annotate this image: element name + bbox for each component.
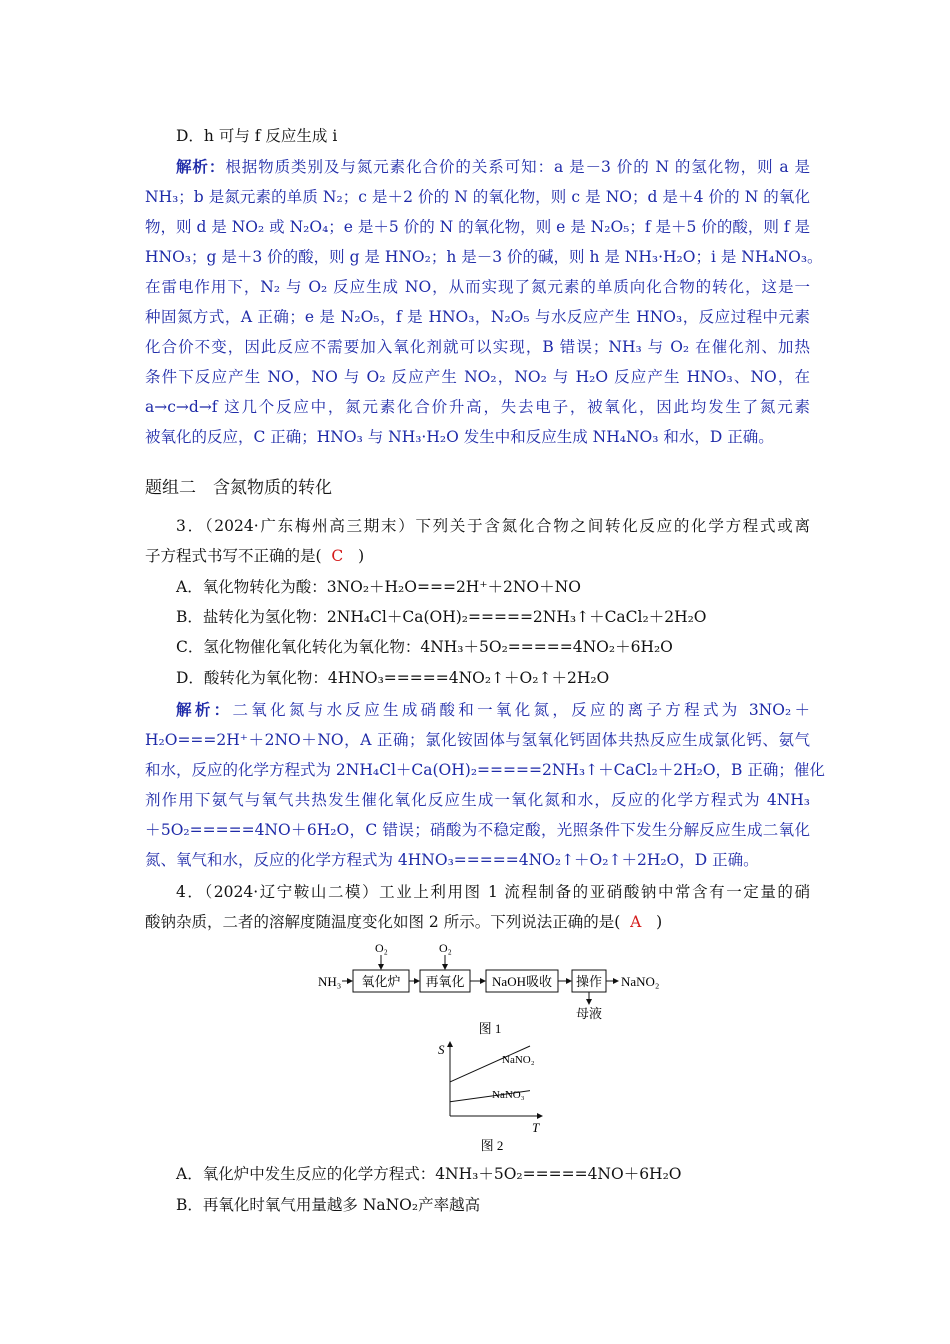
explanation-line: 条件下反应产生 NO，NO 与 O₂ 反应产生 NO₂，NO₂ 与 H₂O 反应产生 HNO₃、NO，在 <box>145 368 810 386</box>
option-d: D．酸转化为氧化物：4HNO₃=====4NO₂↑＋O₂↑＋2H₂O <box>176 669 610 687</box>
flow-o2-label: O₂ <box>439 941 452 955</box>
option-c: C．氢化物催化氧化转化为氧化物：4NH₃＋5O₂=====4NO₂＋6H₂O <box>176 638 673 656</box>
option-b: B．盐转化为氢化物：2NH₄Cl＋Ca(OH)₂=====2NH₃↑＋CaCl₂＋2H₂O <box>176 608 707 626</box>
option-b: B．再氧化时氧气用量越多 NaNO₂产率越高 <box>176 1196 481 1214</box>
series-label-nano2: NaNO₂ <box>502 1054 535 1066</box>
figure-caption: 图 2 <box>480 1138 504 1153</box>
figure-caption: 图 1 <box>478 1021 502 1036</box>
explanation-line: 和水，反应的化学方程式为 2NH₄Cl＋Ca(OH)₂=====2NH₃↑＋CaCl₂＋2H₂O，B 正确；催化 <box>145 761 825 779</box>
explanation-line: 解析：二氧化氮与水反应生成硝酸和一氧化氮，反应的离子方程式为 3NO₂＋ <box>176 700 810 719</box>
explanation-line: 化合价不变，因此反应不需要加入氧化剂就可以实现，B 错误；NH₃ 与 O₂ 在催化剂、加热 <box>145 338 810 356</box>
answer-mark: C <box>331 547 344 565</box>
explanation-line: NH₃；b 是氮元素的单质 N₂；c 是＋2 价的 N 的氧化物，则 c 是 NO；d 是＋4 价的 N 的氧化 <box>145 188 810 206</box>
explanation-line: 物，则 d 是 NO₂ 或 N₂O₄；e 是＋5 价的 N 的氧化物，则 e 是 N₂O₅；f 是＋5 价的酸，则 f 是 <box>145 218 810 236</box>
option-a: A．氧化炉中发生反应的化学方程式：4NH₃＋5O₂=====4NO＋6H₂O <box>176 1165 682 1183</box>
x-axis-label: T <box>532 1120 540 1135</box>
question-stem: 酸钠杂质，二者的溶解度随温度变化如图 2 所示。下列说法正确的是( A ) <box>145 913 663 931</box>
explanation-label: 解析： <box>176 700 233 719</box>
question-stem: 4．（2024·辽宁鞍山二模）工业上利用图 1 流程制备的亚硝酸钠中常含有一定量的硝 <box>176 883 810 901</box>
flow-byproduct-label: 母液 <box>575 1006 603 1021</box>
series-label-nano3: NaNO₃ <box>492 1089 525 1101</box>
explanation-line: 被氧化的反应，C 正确；HNO₃ 与 NH₃·H₂O 发生中和反应生成 NH₄NO₃ 和水，D 正确。 <box>145 428 774 446</box>
flow-box-reoxidize-label: 再氧化 <box>425 974 465 989</box>
explanation-line: 剂作用下氨气与氧气共热发生催化氧化反应生成一氧化氮和水，反应的化学方程式为 4NH₃ <box>145 791 810 809</box>
flow-box-operation-label: 操作 <box>575 974 603 989</box>
solubility-chart <box>432 1038 552 1158</box>
flow-product-label: NaNO₂ <box>621 974 660 989</box>
question-stem: 3．（2024·广东梅州高三期末）下列关于含氮化合物之间转化反应的化学方程式或离 <box>176 517 810 535</box>
flow-box-furnace-label: 氧化炉 <box>361 974 401 989</box>
explanation-line: HNO₃；g 是＋3 价的酸，则 g 是 HNO₂；h 是－3 价的碱，则 h 是 NH₃·H₂O；i 是 NH₄NO₃。 <box>145 248 823 266</box>
explanation-line: 种固氮方式，A 正确；e 是 N₂O₅，f 是 HNO₃，N₂O₅ 与水反应产生 HNO₃，反应过程中元素 <box>145 308 810 326</box>
answer-mark: A <box>630 913 642 931</box>
flow-box-absorb-label: NaOH吸收 <box>492 974 552 989</box>
explanation-line: a→c→d→f 这几个反应中，氮元素化合价升高，失去电子，被氧化，因此均发生了氮元素 <box>145 398 810 416</box>
explanation-line: H₂O===2H⁺＋2NO＋NO，A 正确；氯化铵固体与氢氧化钙固体共热反应生成氯化钙、氨气 <box>145 731 810 749</box>
flow-start-label: NH₃ <box>318 974 342 989</box>
explanation-line: ＋5O₂=====4NO＋6H₂O，C 错误；硝酸为不稳定酸，光照条件下发生分解反应生成二氧化 <box>145 821 810 839</box>
explanation-line: 氮、氧气和水，反应的化学方程式为 4HNO₃=====4NO₂↑＋O₂↑＋2H₂O，D 正确。 <box>145 851 759 869</box>
flowchart-figure <box>310 936 670 1036</box>
option-d: D．h 可与 f 反应生成 i <box>176 127 338 145</box>
explanation-line: 在雷电作用下，N₂ 与 O₂ 反应生成 NO，从而实现了氮元素的单质向化合物的转化，这是一 <box>145 278 810 296</box>
question-stem: 子方程式书写不正确的是( C ) <box>145 547 365 565</box>
option-a: A．氧化物转化为酸：3NO₂＋H₂O===2H⁺＋2NO＋NO <box>176 578 581 596</box>
section-title: 题组二 含氮物质的转化 <box>145 478 332 498</box>
flow-o2-label: O₂ <box>375 941 388 955</box>
y-axis-label: S <box>438 1042 445 1057</box>
explanation-label: 解析： <box>176 157 226 176</box>
explanation-line: 解析：根据物质类别及与氮元素化合价的关系可知：a 是－3 价的 N 的氢化物，则 a 是 <box>176 157 810 176</box>
